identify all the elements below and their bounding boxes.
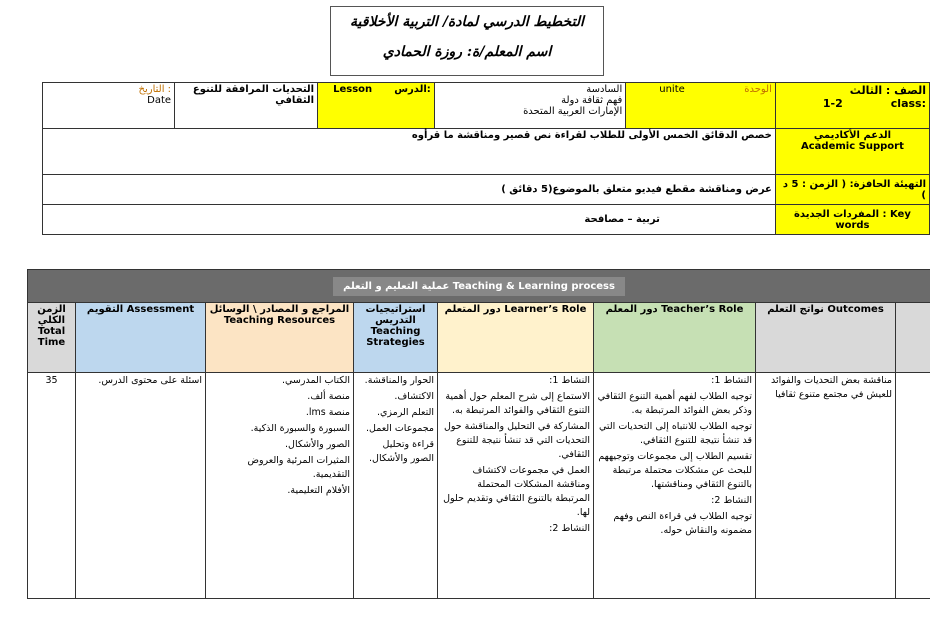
learner-item: العمل في مجموعات لاكتشاف ومناقشة المشكلات المحتملة المرتبطة بالتنوع الثقافي وتقديم حلول لها. — [443, 465, 590, 518]
col-learner-role: دور المتعلم Learner’s Role — [438, 303, 594, 373]
col-assessment: التقويم Assessment — [76, 303, 206, 373]
resources-list — [206, 373, 354, 599]
resource-item: منصة lms. — [305, 407, 350, 418]
learner-item: النشاط 1: — [549, 375, 590, 386]
keywords-label: المفردات الجديدة : Key words — [775, 205, 929, 235]
col-time: الزمن الكلي Total Time — [28, 303, 76, 373]
resource-item: الصور والأشكال. — [285, 439, 350, 450]
strategy-item: الاكتشاف. — [394, 391, 434, 402]
unit-value-cell — [434, 83, 625, 129]
learner-item: الاستماع إلى شرح المعلم حول أهمية التنوع الثقافي والفوائد المرتبطة به. — [445, 391, 590, 416]
strategy-item: قراءة وتحليل الصور والأشكال. — [369, 439, 434, 464]
warmup-value: عرض ومناقشة مقطع فيديو متعلق بالموضوع(5 دقائق ) — [43, 175, 776, 205]
assessment-value: اسئلة على محتوى الدرس. — [76, 373, 206, 599]
unit-label-ar: الوحدة — [744, 84, 772, 95]
lesson-label-en: Lesson — [333, 84, 373, 95]
teacher-item: النشاط 2: — [711, 495, 752, 506]
class-word: class: — [890, 97, 926, 110]
support-label-en: Academic Support — [801, 141, 904, 152]
learner-item: النشاط 2: — [549, 523, 590, 534]
unit-value-1: السادسة — [586, 84, 623, 95]
blank-cell — [896, 373, 930, 599]
process-table — [27, 269, 930, 599]
teacher-item: توجيه الطلاب في قراءة النص وفهم مضمونه والنقاش حوله. — [613, 511, 752, 536]
resource-item: السبورة والسبورة الذكية. — [250, 423, 350, 434]
col-teacher-role: دور المعلم Teacher’s Role — [594, 303, 756, 373]
strategy-item: الحوار والمناقشة. — [364, 375, 434, 386]
lesson-label-cell — [318, 83, 435, 129]
date-label-en: Date — [147, 95, 172, 106]
unit-value-3: الإمارات العربية المتحدة — [523, 106, 623, 117]
teacher-item: النشاط 1: — [711, 375, 752, 386]
unit-label-cell — [626, 83, 776, 129]
lesson-info-table — [42, 82, 930, 235]
outcome-value: مناقشة بعض التحديات والفوائد للعيش في مجتمع متنوع ثقافيا — [756, 373, 896, 599]
learner-role-list — [438, 373, 594, 599]
process-header — [28, 270, 930, 303]
class-number: 1-2 — [822, 97, 843, 110]
time-value: 35 — [28, 373, 76, 599]
resource-item: الأفلام التعليمية. — [287, 485, 350, 496]
lesson-value: التحديات المرافقة للتنوع الثقافي — [175, 83, 318, 129]
support-value: خصص الدقائق الخمس الأولى للطلاب لقراءة نص قصير ومناقشة ما قرأوه — [43, 129, 776, 175]
resource-item: الكتاب المدرسي. — [281, 375, 350, 386]
teacher-item: توجيه الطلاب للانتباه إلى التحديات التي قد تنشأ نتيجة للتنوع الثقافي. — [598, 421, 752, 446]
learner-item: المشاركة في التحليل والمناقشة حول التحديات التي قد تنشأ نتيجة للتنوع الثقافي. — [443, 421, 590, 460]
keywords-value: تربية – مصافحة — [43, 205, 776, 235]
col-resources: المراجع و المصادر \ الوسائل Teaching Resources — [206, 303, 354, 373]
process-title: عملية التعليم و التعلم Teaching & Learning process — [333, 277, 625, 296]
unit-label-en: unite — [659, 84, 685, 95]
lesson-label-ar: الدرس: — [394, 84, 431, 95]
resource-item: منصة ألف. — [307, 391, 350, 402]
resource-item: المثيرات المرئية والعروض التقديمية. — [247, 455, 350, 480]
teacher-role-list — [594, 373, 756, 599]
date-label-ar: التاريخ : — [138, 84, 172, 95]
teacher-item: توجيه الطلاب لفهم أهمية التنوع الثقافي وذكر بعض الفوائد المرتبطة به. — [597, 391, 752, 416]
strategies-list — [354, 373, 438, 599]
unit-value-2: فهم ثقافة دولة — [561, 95, 623, 106]
col-blank — [896, 303, 930, 373]
class-cell — [775, 83, 929, 129]
support-label-ar: الدعم الأكاديمي — [813, 130, 892, 141]
class-label: الصف : الثالث — [849, 84, 926, 97]
col-outcomes: نواتج التعلم Outcomes — [756, 303, 896, 373]
date-cell — [43, 83, 175, 129]
warmup-label: التهيئة الحافزة: ( الزمن : 5 د ) — [775, 175, 929, 205]
strategy-item: التعلم الرمزي. — [376, 407, 434, 418]
col-strategies: استراتيجيات التدريس Teaching Strategies — [354, 303, 438, 373]
teacher-item: تقسيم الطلاب إلى مجموعات وتوجيههم للبحث عن مشكلات محتملة مرتبطة بالتنوع الثقافي ومناقشتها. — [598, 451, 752, 490]
title-box — [330, 6, 604, 76]
support-label-cell — [775, 129, 929, 175]
page-title: التخطيط الدرسي لمادة/ التربية الأخلاقية — [350, 14, 584, 30]
strategy-item: مجموعات العمل. — [366, 423, 434, 434]
teacher-name: اسم المعلم/ة: روزة الحمادي — [382, 44, 552, 60]
